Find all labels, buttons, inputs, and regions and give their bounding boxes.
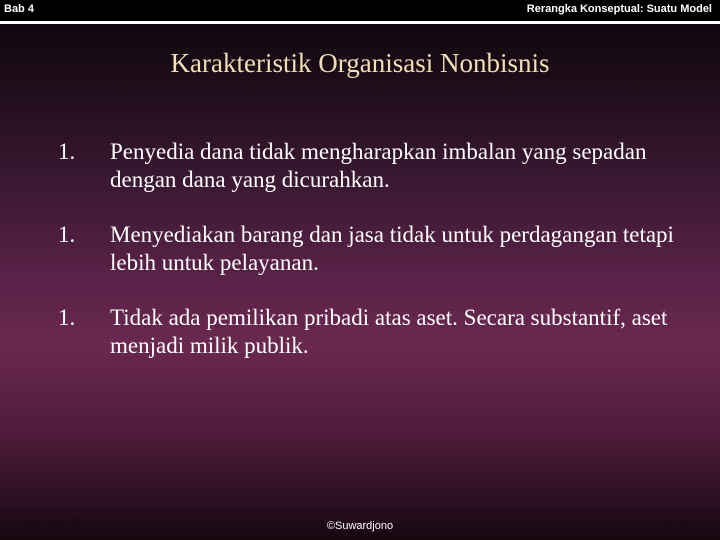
list-item [58, 304, 688, 360]
list-item-number: 1. [58, 222, 76, 247]
list-item-number: 1. [58, 139, 76, 164]
header-bar [0, 0, 720, 21]
slide-title: Karakteristik Organisasi Nonbisnis [170, 48, 550, 78]
list-item [58, 138, 688, 194]
page-number: 12 [660, 514, 686, 540]
list-item [58, 221, 688, 277]
list-item-text: Menyediakan barang dan jasa tidak untuk perdagangan tetapi lebih untuk pelayanan. [110, 222, 674, 275]
numbered-list [58, 138, 688, 387]
list-item-text: Penyedia dana tidak mengharapkan imbalan yang sepadan dengan dana yang dicurahkan. [110, 139, 647, 192]
footer-author: ©Suwardjono [326, 520, 394, 532]
footer-date: 05/17/ [20, 514, 87, 540]
section-title: Rerangka Konseptual: Suatu Model [526, 3, 712, 15]
list-item-number: 1. [58, 305, 76, 330]
header-divider [0, 21, 720, 24]
list-item-text: Tidak ada pemilikan pribadi atas aset. Secara substantif, aset menjadi milik publik. [110, 305, 668, 358]
chapter-label: Bab 4 [4, 3, 34, 15]
